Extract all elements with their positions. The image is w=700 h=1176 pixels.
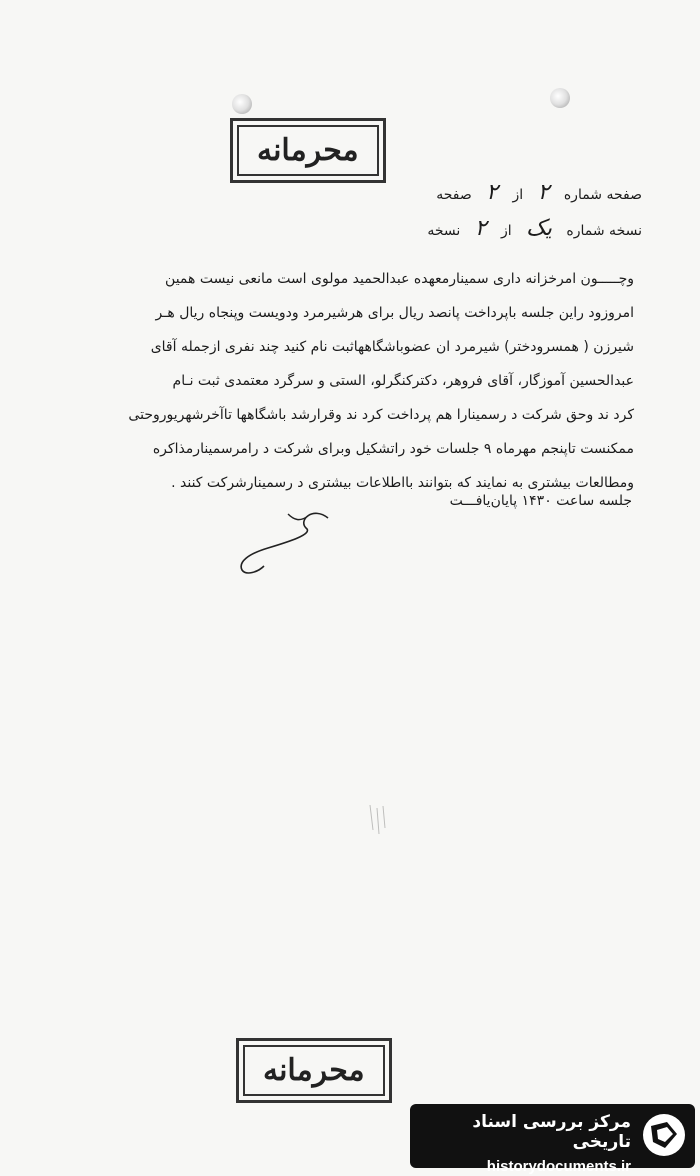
page-total: ۲: [486, 180, 498, 205]
copy-number-line: [427, 216, 642, 252]
body-line: امروزود راین جلسه باپرداخت پانصد ریال برای هرشیرمرد ودویست وپنجاه ریال هـر: [155, 305, 634, 321]
confidential-stamp-top: [230, 118, 386, 183]
confidential-stamp-text: محرمانه: [243, 1045, 385, 1096]
page-number-line: [427, 180, 642, 216]
body-line: شیرزن ( همسرودختر) شیرمرد ان عضوباشگاههاثبت نام کنید چند نفری ازجمله آقای: [150, 339, 634, 355]
confidential-stamp-bottom: [236, 1038, 392, 1103]
body-line: ممکنست تاپنجم مهرماه ۹ جلسات خود راتشکیل وبرای شرکت د رامرسمینارمذاکره: [152, 441, 634, 457]
watermark-text: [410, 1112, 631, 1175]
body-line: وچـــــون امرخزانه داری سمینارمعهده عبدالحمید مولوی است مانعی نیست همین: [165, 271, 634, 287]
copy-total: ۲: [474, 216, 487, 241]
punch-hole-left: [232, 94, 252, 114]
watermark-url: historydocuments.ir: [486, 1158, 631, 1175]
page-label: صفحه شماره: [563, 187, 642, 203]
meeting-end-line: جلسه ساعت ۱۴۳۰ پایان‌یافـــت: [449, 493, 632, 509]
body-line: عبدالحسین آموزگار، آقای فروهر، دکترکنگرلو، الستی و سرگرد معتمدی ثبت نـام: [172, 373, 634, 389]
body-line: کرد ند وحق شرکت د رسمینارا هم پرداخت کرد ند وقرارشد باشگاهها تاآخرشهریوروحتی: [128, 407, 634, 423]
archive-watermark: [410, 1104, 695, 1175]
copy-number: یک: [526, 216, 552, 241]
copy-label: نسخه شماره: [566, 223, 642, 239]
document-body: [34, 262, 634, 500]
watermark-title: مرکز بررسی اسناد تاریخی: [472, 1112, 631, 1152]
copy-suffix: نسخه: [427, 223, 461, 239]
ink-smudge: [365, 800, 395, 840]
signature: [228, 500, 338, 580]
page-number: ۲: [537, 180, 550, 205]
archive-logo-icon: [641, 1112, 687, 1158]
document-meta: [427, 180, 642, 252]
page-of-label: از: [512, 187, 524, 203]
punch-hole-right: [550, 88, 570, 108]
confidential-stamp-text: محرمانه: [237, 125, 379, 176]
body-line: ومطالعات بیشتری به نمایند که بتوانند بااطلاعات بیشتری د رسمینارشرکت کنند .: [171, 475, 634, 491]
copy-of-label: از: [501, 223, 512, 239]
page-suffix: صفحه: [436, 187, 472, 203]
